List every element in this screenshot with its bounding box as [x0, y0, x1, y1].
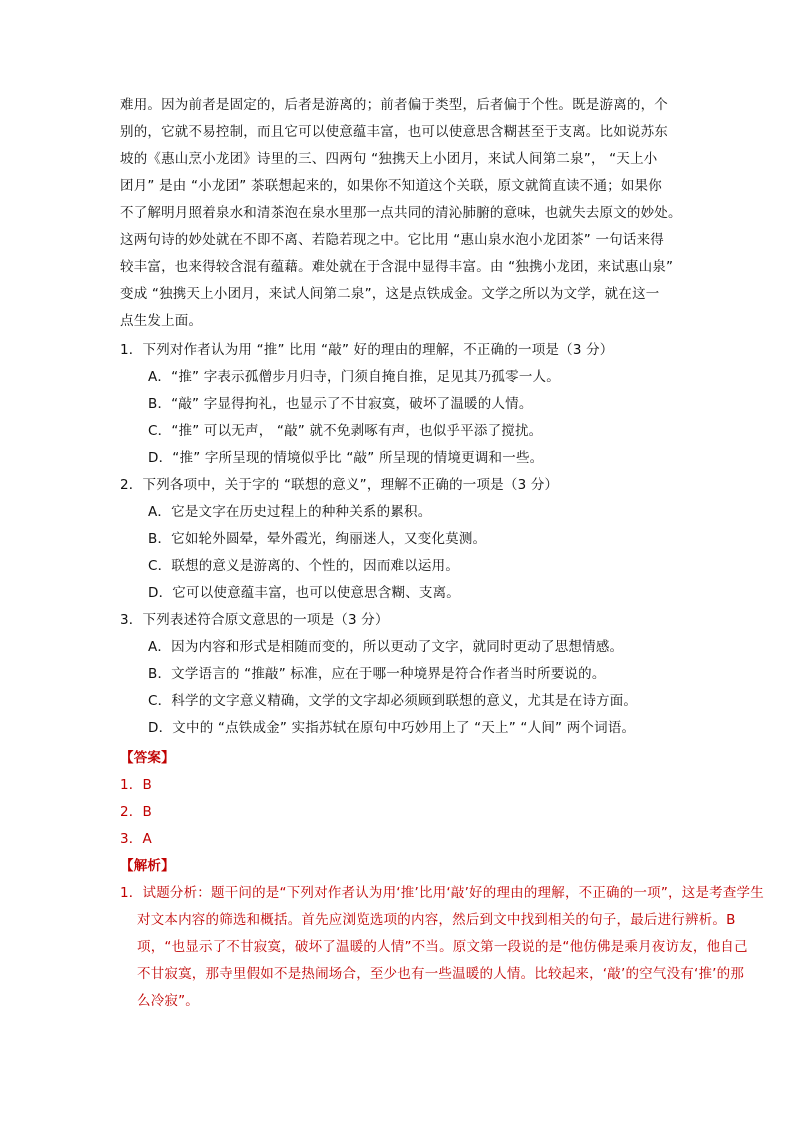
questions [120, 337, 700, 742]
passage-line: 坡的《惠山烹小龙团》诗里的三、四两句 “独携天上小团月，来试人间第二泉”， “天上小 [120, 151, 658, 167]
analysis-text: 试题分析：题干问的是“下列对作者认为用‘推’比用‘敲’好的理由的理解，不正确的一项”，这是考查学生 [142, 885, 764, 901]
answer-item: 1．B [120, 777, 152, 793]
passage-line: 这两句诗的妙处就在不即不离、若隐若现之中。它比用 “惠山泉水泡小龙团茶” 一句话来得 [120, 232, 664, 248]
analysis-section [120, 853, 764, 1015]
question-option: C．“推” 可以无声， “敲” 就不免剥啄有声，也似乎平添了搅扰。 [148, 423, 543, 439]
analysis-line: 对文本内容的筛选和概括。首先应浏览选项的内容，然后到文中找到相关的句子，最后进行辨析。B [137, 912, 736, 928]
question-stem: 3．下列表述符合原文意思的一项是（3 分） [120, 612, 389, 628]
question-option: C．科学的文字意义精确，文学的文字却必须顾到联想的意义，尤其是在诗方面。 [148, 693, 638, 709]
question-option: A．它是文字在历史过程上的种种关系的累积。 [148, 504, 432, 520]
analysis-line: 项，“也显示了不甘寂寞，破坏了温暖的人情”不当。原文第一段说的是“他仿佛是乘月夜访友，他自己 [137, 939, 748, 955]
analysis-line: 不甘寂寞，那寺里假如不是热闹场合，至少也有一些温暖的人情。比较起来，‘敲’的空气没有‘推’的那 [137, 966, 745, 982]
analysis-line: 么冷寂”。 [137, 993, 199, 1009]
answer-section [120, 745, 700, 853]
answer-item: 2．B [120, 804, 152, 820]
question-option: B．“敲” 字显得拘礼，也显示了不甘寂寞，破坏了温暖的人情。 [148, 396, 533, 412]
question-stem: 2．下列各项中，关于字的 “联想的意义”，理解不正确的一项是（3 分） [120, 477, 559, 493]
passage-line: 点生发上面。 [120, 313, 203, 329]
question-option: A．“推” 字表示孤僧步月归寺，门须自掩自推，足见其乃孤零一人。 [148, 369, 560, 385]
analysis-header: 【解析】 [120, 858, 175, 874]
passage-line: 变成 “独携天上小团月，来试人间第二泉”，这是点铁成金。文学之所以为文学，就在这一 [120, 286, 660, 302]
analysis-number: 1． [120, 885, 143, 901]
answer-header: 【答案】 [120, 750, 175, 766]
question-option: D．“推” 字所呈现的情境似乎比 “敲” 所呈现的情境更调和一些。 [148, 450, 544, 466]
passage-line: 团月” 是由 “小龙团” 茶联想起来的，如果你不知道这个关联，原文就简直读不通；如果你 [120, 178, 662, 194]
question-option: B．文学语言的 “推敲” 标准，应在于哪一种境界是符合作者当时所要说的。 [148, 666, 606, 682]
question-option: B．它如轮外圆晕，晕外霞光，绚丽迷人，又变化莫测。 [148, 531, 487, 547]
passage [120, 92, 690, 335]
question-option: D．它可以使意蕴丰富，也可以使意思含糊、支离。 [148, 585, 460, 601]
question-option: C．联想的意义是游离的、个性的，因而难以运用。 [148, 558, 460, 574]
passage-line: 不了解明月照着泉水和清茶泡在泉水里那一点共同的清沁肺腑的意味，也就失去原文的妙处。 [120, 205, 682, 221]
question-stem: 1．下列对作者认为用 “推” 比用 “敲” 好的理由的理解，不正确的一项是（3 分） [120, 342, 614, 358]
answer-item: 3．A [120, 831, 152, 847]
analysis-line [120, 880, 764, 907]
passage-line: 别的，它就不易控制，而且它可以使意蕴丰富，也可以使意思含糊甚至于支离。比如说苏东 [120, 124, 668, 140]
passage-line: 较丰富，也来得较含混有蕴藉。难处就在于含混中显得丰富。由 “独携小龙团，来试惠山泉” [120, 259, 674, 275]
question-option: D．文中的 “点铁成金” 实指苏轼在原句中巧妙用上了 “天上” “人间” 两个词语。 [148, 720, 636, 736]
question-option: A．因为内容和形式是相随而变的，所以更动了文字，就同时更动了思想情感。 [148, 639, 624, 655]
passage-line: 难用。因为前者是固定的，后者是游离的；前者偏于类型，后者偏于个性。既是游离的，个 [120, 97, 668, 113]
